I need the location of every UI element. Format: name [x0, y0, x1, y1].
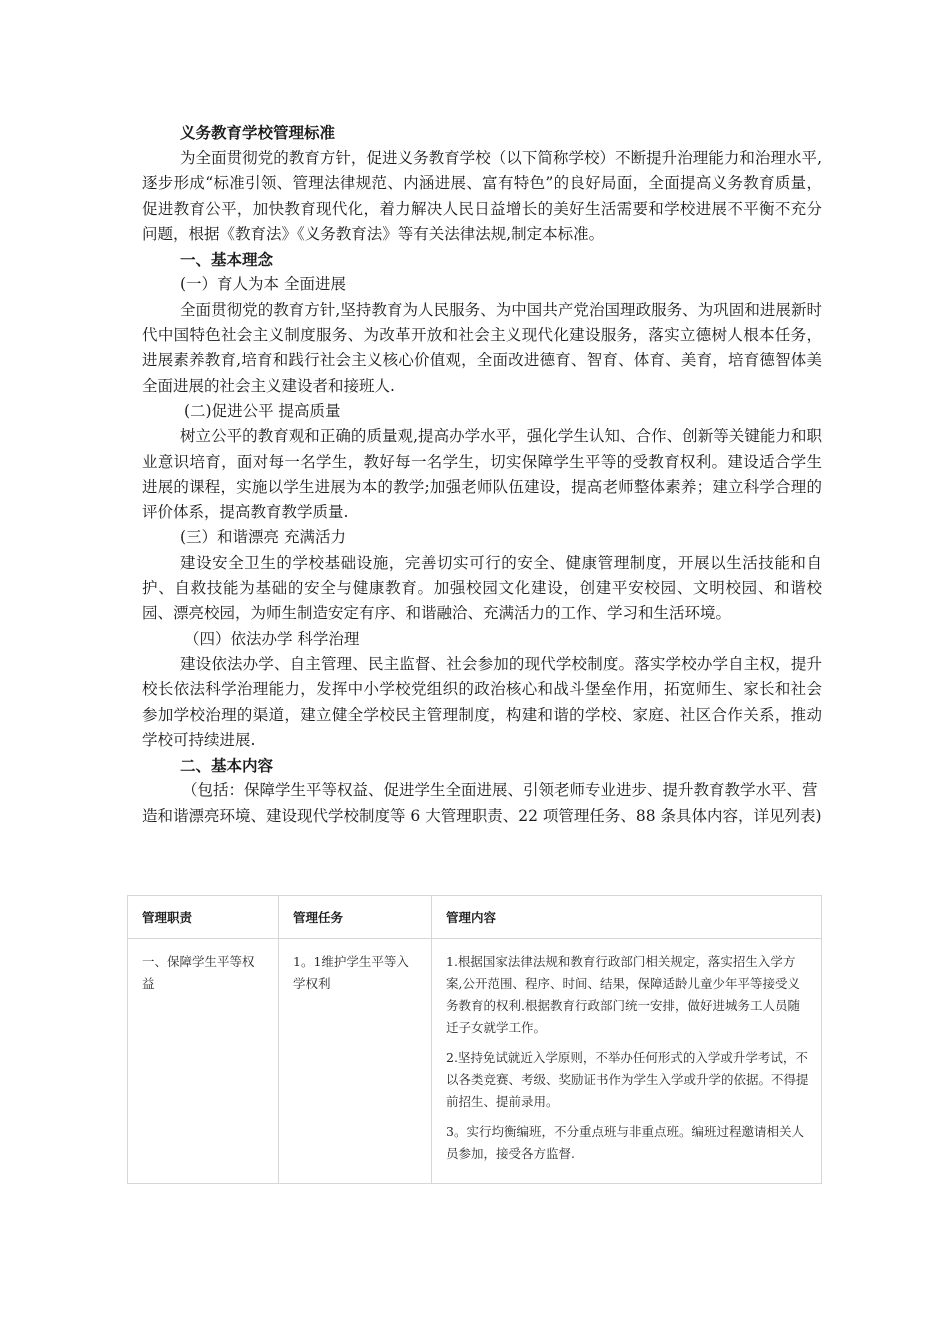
intro-paragraph: 为全面贯彻党的教育方针，促进义务教育学校（以下简称学校）不断提升治理能力和治理水平,逐步形成“标准引领、管理法律规范、内涵进展、富有特色”的良好局面，全面提高义务教育质量，促进教育公平，加快教育现代化，着力解决人民日益增长的美好生活需要和学校进展不平衡不充分问题，根据《教育法》《义务教育法》等有关法律法规,制定本标准。 [142, 149, 822, 243]
subsection-body-1: 全面贯彻党的教育方针,坚持教育为人民服务、为中国共产党治国理政服务、为巩固和进展新时代中国特色社会主义制度服务、为改革开放和社会主义现代化建设服务，落实立德树人根本任务，进展素养教育,培育和践行社会主义核心价值观，全面改进德育、智育、体育、美育，培育德智体美全面进展的社会主义建设者和接班人. [142, 300, 822, 395]
subsection-body-3: 建设安全卫生的学校基础设施，完善切实可行的安全、健康管理制度，开展以生活技能和自护、自救技能为基础的安全与健康教育。加强校园文化建设，创建平安校园、文明校园、和谐校园、漂亮校园，为师生制造安定有序、和谐融洽、充满活力的工作、学习和生活环境。 [142, 553, 822, 623]
document-body [142, 120, 822, 829]
cell-content [432, 939, 822, 1184]
subsection-body-2: 树立公平的教育观和正确的质量观,提高办学水平，强化学生认知、合作、创新等关键能力和职业意识培育，面对每一名学生，教好每一名学生，切实保障学生平等的受教育权利。建设适合学生进展的课程，实施以学生进展为本的教学;加强老师队伍建设，提高老师整体素养；建立科学合理的评价体系，提高教育教学质量. [142, 427, 822, 522]
column-header-duty: 管理职责 [128, 896, 279, 939]
subsection-title-1: (一）育人为本 全面进展 [180, 275, 346, 294]
subsection-title-4: （四）依法办学 科学治理 [184, 629, 360, 648]
section-heading-basic-content: 二、基本内容 [180, 756, 274, 776]
content-note: （包括：保障学生平等权益、促进学生全面进展、引领老师专业进步、提升教育教学水平、营造和谐漂亮环境、建设现代学校制度等 6 大管理职责、22 项管理任务、88 条具体内容，详见列表) [142, 781, 822, 825]
table-row [128, 939, 822, 1184]
management-table [127, 895, 822, 1184]
column-header-task: 管理任务 [279, 896, 432, 939]
content-item-1: 1.根据国家法律法规和教育行政部门相关规定，落实招生入学方案,公开范围、程序、时间、结果，保障适龄儿童少年平等接受义务教育的权利.根据教育行政部门统一安排，做好进城务工人员随迁子女就学工作。 [446, 954, 800, 1035]
section-heading-basic-concepts: 一、基本理念 [180, 250, 274, 270]
cell-task: 1。1维护学生平等入学权利 [279, 939, 432, 1184]
subsection-title-2: (二)促进公平 提高质量 [184, 401, 341, 420]
cell-duty: 一、保障学生平等权益 [128, 939, 279, 1184]
table-header-row [128, 896, 822, 939]
document-title: 义务教育学校管理标准 [180, 123, 336, 142]
content-item-2: 2.坚持免试就近入学原则，不举办任何形式的入学或升学考试，不以各类竞赛、考级、奖励证书作为学生入学或升学的依据。不得提前招生、提前录用。 [446, 1050, 809, 1109]
column-header-content: 管理内容 [432, 896, 822, 939]
content-item-3: 3。实行均衡编班，不分重点班与非重点班。编班过程邀请相关人员参加，接受各方监督. [446, 1124, 804, 1161]
subsection-body-4: 建设依法办学、自主管理、民主监督、社会参加的现代学校制度。落实学校办学自主权，提升校长依法科学治理能力，发挥中小学校党组织的政治核心和战斗堡垒作用，拓宽师生、家长和社会参加学校治理的渠道，建立健全学校民主管理制度，构建和谐的学校、家庭、社区合作关系，推动学校可持续进展. [142, 654, 822, 749]
subsection-title-3: (三）和谐漂亮 充满活力 [180, 528, 346, 547]
